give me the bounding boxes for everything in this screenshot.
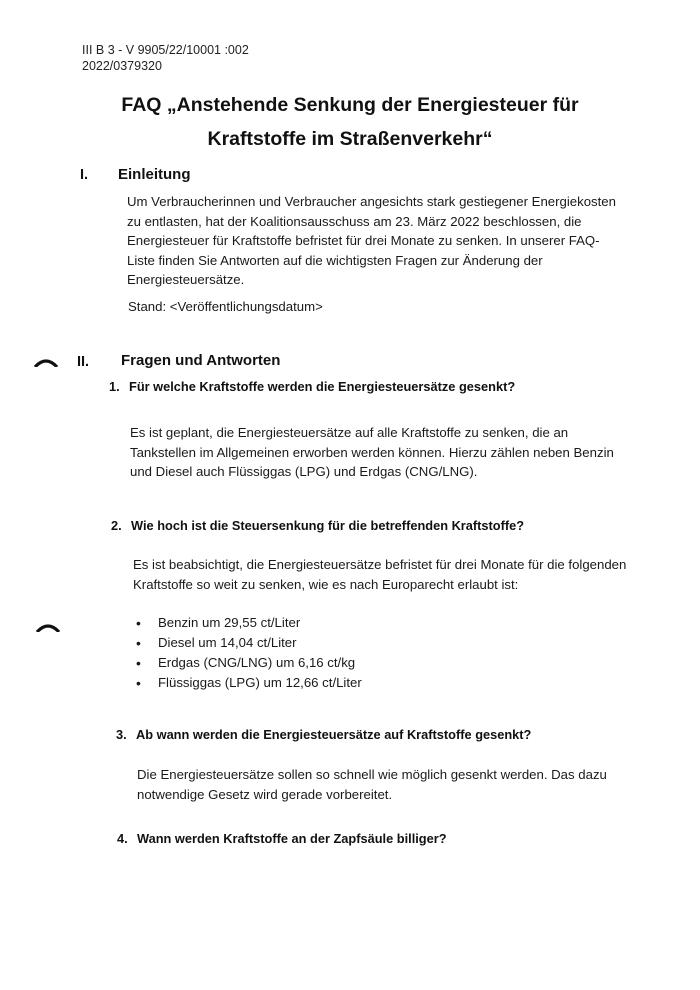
reference-number: III B 3 - V 9905/22/10001 :002 2022/0379320 (82, 43, 249, 73)
list-item: • Benzin um 29,55 ct/Liter (136, 613, 362, 633)
section-number: II. (77, 354, 90, 370)
answer-paragraph: Es ist beabsichtigt, die Energiesteuersätze befristet für drei Monate für die folgenden Kraftstoffe so weit zu senken, wie es nach Europarecht erlaubt ist: (133, 557, 627, 592)
bullet-list (136, 613, 362, 693)
question-heading: 4. Wann werden Kraftstoffe an der Zapfsäule billiger? (117, 831, 447, 846)
document-title: FAQ „Anstehende Senkung der Energiesteuer für Kraftstoffe im Straßenverkehr“ (121, 94, 579, 150)
intro-paragraph: Um Verbraucherinnen und Verbraucher angesichts stark gestiegener Energiekosten zu entlasten, hat der Koalitionsausschuss am 23. März 2022 beschlossen, die Energiesteuer für Kraftstoffe befristet für drei Monate zu senken. In unserer FAQ- Liste finden Sie Antworten auf die wichtigsten Fragen zur Änderung der Energiesteuersätze. (127, 194, 616, 287)
list-item: • Erdgas (CNG/LNG) um 6,16 ct/kg (136, 653, 362, 673)
section-heading: Fragen und Antworten (121, 352, 281, 369)
stand-date: Stand: <Veröffentlichungsdatum> (128, 299, 323, 314)
answer-paragraph: Es ist geplant, die Energiesteuersätze auf alle Kraftstoffe zu senken, die an Tankstellen im Allgemeinen erworben werden können. Hierzu zählen neben Benzin und Diesel auch Flüssiggas (LPG) und Erdgas (CNG/LNG). (130, 425, 614, 479)
section-heading: Einleitung (118, 166, 191, 183)
question-heading: 1. Für welche Kraftstoffe werden die Energiesteuersätze gesenkt? (109, 379, 516, 394)
punch-hole-mark (36, 622, 60, 632)
list-item: • Diesel um 14,04 ct/Liter (136, 633, 362, 653)
question-heading: 3. Ab wann werden die Energiesteuersätze auf Kraftstoffe gesenkt? (116, 727, 532, 742)
section-number: I. (80, 167, 89, 183)
answer-paragraph: Die Energiesteuersätze sollen so schnell wie möglich gesenkt werden. Das dazu notwendige Gesetz wird gerade vorbereitet. (137, 767, 607, 802)
question-heading: 2. Wie hoch ist die Steuersenkung für die betreffenden Kraftstoffe? (111, 518, 525, 533)
punch-hole-mark (34, 357, 58, 367)
list-item: • Flüssiggas (LPG) um 12,66 ct/Liter (136, 673, 362, 693)
